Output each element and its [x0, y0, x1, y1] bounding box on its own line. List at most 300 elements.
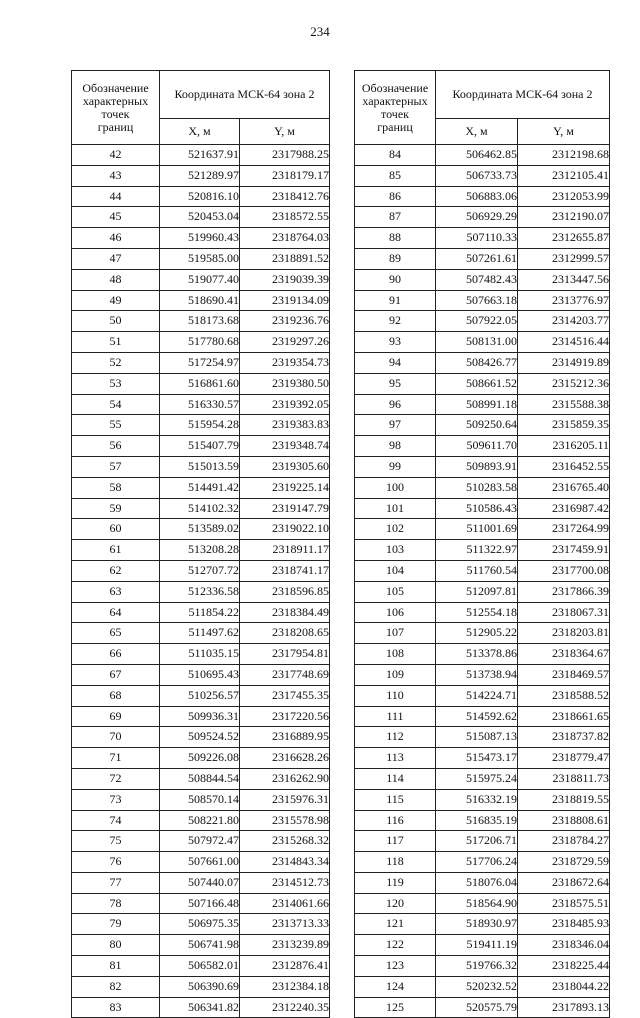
table-row: [355, 290, 610, 311]
y-coordinate: 2312190.07: [518, 207, 610, 228]
point-number: 117: [355, 831, 436, 852]
point-number: 115: [355, 789, 436, 810]
x-coordinate: 506883.06: [436, 186, 518, 207]
y-coordinate: 2319354.73: [240, 352, 330, 373]
point-number: 42: [72, 145, 160, 166]
x-coordinate: 513589.02: [160, 519, 240, 540]
table-row: [72, 602, 330, 623]
table-row: [355, 352, 610, 373]
point-number: 90: [355, 269, 436, 290]
x-coordinate: 506390.69: [160, 976, 240, 997]
point-number: 118: [355, 852, 436, 873]
point-number: 50: [72, 311, 160, 332]
y-coordinate: 2314516.44: [518, 332, 610, 353]
table-row: [72, 248, 330, 269]
table-row: [72, 394, 330, 415]
point-number: 112: [355, 727, 436, 748]
table-row: [355, 872, 610, 893]
coordinates-table-right: [354, 70, 610, 1018]
x-coordinate: 506341.82: [160, 997, 240, 1018]
table-row: [72, 664, 330, 685]
table-row: [355, 893, 610, 914]
y-coordinate: 2318784.27: [518, 831, 610, 852]
coordinate-header: Координата МСК-64 зона 2: [160, 71, 330, 119]
x-coordinate: 516332.19: [436, 789, 518, 810]
point-number: 89: [355, 248, 436, 269]
x-coordinate: 511497.62: [160, 623, 240, 644]
table-row: [355, 748, 610, 769]
point-number: 84: [355, 145, 436, 166]
x-coordinate: 515087.13: [436, 727, 518, 748]
point-header-line: характерных: [82, 93, 149, 108]
table-row: [72, 997, 330, 1018]
point-number: 86: [355, 186, 436, 207]
table-row: [72, 706, 330, 727]
x-coordinate: 518173.68: [160, 311, 240, 332]
x-coordinate: 519766.32: [436, 956, 518, 977]
table-row: [72, 373, 330, 394]
y-coordinate: 2315588.38: [518, 394, 610, 415]
x-coordinate: 507166.48: [160, 893, 240, 914]
x-coordinate: 514224.71: [436, 685, 518, 706]
table-row: [72, 560, 330, 581]
y-coordinate: 2314919.89: [518, 352, 610, 373]
point-number: 43: [72, 165, 160, 186]
point-number: 96: [355, 394, 436, 415]
table-row: [72, 269, 330, 290]
point-number: 71: [72, 748, 160, 769]
table-row: [355, 997, 610, 1018]
y-coordinate: 2318044.22: [518, 976, 610, 997]
y-coordinate: 2318384.49: [240, 602, 330, 623]
x-coordinate: 520816.10: [160, 186, 240, 207]
x-coordinate: 508844.54: [160, 768, 240, 789]
point-number: 54: [72, 394, 160, 415]
y-coordinate: 2312105.41: [518, 165, 610, 186]
table-row: [72, 935, 330, 956]
table-row: [355, 810, 610, 831]
point-number: 44: [72, 186, 160, 207]
y-header: Y, м: [240, 119, 330, 145]
table-row: [72, 581, 330, 602]
x-coordinate: 511035.15: [160, 644, 240, 665]
table-row: [72, 165, 330, 186]
point-number: 109: [355, 664, 436, 685]
x-coordinate: 513378.86: [436, 644, 518, 665]
point-number: 66: [72, 644, 160, 665]
y-coordinate: 2318346.04: [518, 935, 610, 956]
table-row: [355, 498, 610, 519]
x-coordinate: 507661.00: [160, 852, 240, 873]
y-coordinate: 2318811.73: [518, 768, 610, 789]
y-coordinate: 2316628.26: [240, 748, 330, 769]
x-header: X, м: [160, 119, 240, 145]
y-coordinate: 2318779.47: [518, 748, 610, 769]
x-coordinate: 515013.59: [160, 456, 240, 477]
x-coordinate: 510256.57: [160, 685, 240, 706]
point-number: 70: [72, 727, 160, 748]
y-coordinate: 2319297.26: [240, 332, 330, 353]
y-coordinate: 2317988.25: [240, 145, 330, 166]
table-row: [355, 415, 610, 436]
y-coordinate: 2317459.91: [518, 540, 610, 561]
x-coordinate: 511322.97: [436, 540, 518, 561]
x-coordinate: 517780.68: [160, 332, 240, 353]
point-number: 45: [72, 207, 160, 228]
table-row: [355, 789, 610, 810]
y-coordinate: 2319305.60: [240, 456, 330, 477]
point-number: 101: [355, 498, 436, 519]
point-number: 55: [72, 415, 160, 436]
point-number: 47: [72, 248, 160, 269]
table-row: [72, 498, 330, 519]
x-coordinate: 506733.73: [436, 165, 518, 186]
point-number: 53: [72, 373, 160, 394]
point-number: 76: [72, 852, 160, 873]
table-row: [72, 186, 330, 207]
y-coordinate: 2318575.51: [518, 893, 610, 914]
table-row: [355, 644, 610, 665]
table-row: [72, 311, 330, 332]
y-coordinate: 2312384.18: [240, 976, 330, 997]
point-number: 107: [355, 623, 436, 644]
y-coordinate: 2318741.17: [240, 560, 330, 581]
table-row: [355, 602, 610, 623]
x-coordinate: 508661.52: [436, 373, 518, 394]
x-coordinate: 519077.40: [160, 269, 240, 290]
y-header: Y, м: [518, 119, 610, 145]
x-coordinate: 513738.94: [436, 664, 518, 685]
x-coordinate: 511001.69: [436, 519, 518, 540]
x-coordinate: 509524.52: [160, 727, 240, 748]
point-number: 85: [355, 165, 436, 186]
y-coordinate: 2319383.83: [240, 415, 330, 436]
table-row: [72, 352, 330, 373]
point-number: 105: [355, 581, 436, 602]
table-row: [355, 311, 610, 332]
table-row: [355, 664, 610, 685]
y-coordinate: 2317893.13: [518, 997, 610, 1018]
y-coordinate: 2314061.66: [240, 893, 330, 914]
x-coordinate: 508991.18: [436, 394, 518, 415]
x-coordinate: 506462.85: [436, 145, 518, 166]
table-row: [72, 810, 330, 831]
point-number: 81: [72, 956, 160, 977]
point-number: 73: [72, 789, 160, 810]
y-coordinate: 2318819.55: [518, 789, 610, 810]
point-number: 88: [355, 228, 436, 249]
point-number: 60: [72, 519, 160, 540]
y-coordinate: 2312198.68: [518, 145, 610, 166]
x-coordinate: 510283.58: [436, 477, 518, 498]
y-coordinate: 2318225.44: [518, 956, 610, 977]
y-coordinate: 2318764.03: [240, 228, 330, 249]
x-coordinate: 519960.43: [160, 228, 240, 249]
table-row: [355, 560, 610, 581]
x-coordinate: 512097.81: [436, 581, 518, 602]
table-row: [72, 727, 330, 748]
y-coordinate: 2317220.56: [240, 706, 330, 727]
y-coordinate: 2317700.08: [518, 560, 610, 581]
y-coordinate: 2315268.32: [240, 831, 330, 852]
table-row: [355, 145, 610, 166]
point-header-line: границ: [377, 119, 413, 134]
table-row: [72, 644, 330, 665]
point-number: 77: [72, 872, 160, 893]
x-coordinate: 509611.70: [436, 436, 518, 457]
point-number: 125: [355, 997, 436, 1018]
x-coordinate: 520575.79: [436, 997, 518, 1018]
y-coordinate: 2318469.57: [518, 664, 610, 685]
point-number: 51: [72, 332, 160, 353]
x-coordinate: 507261.61: [436, 248, 518, 269]
y-coordinate: 2318208.65: [240, 623, 330, 644]
x-coordinate: 509250.64: [436, 415, 518, 436]
y-coordinate: 2319039.39: [240, 269, 330, 290]
x-coordinate: 507972.47: [160, 831, 240, 852]
y-coordinate: 2319022.10: [240, 519, 330, 540]
x-coordinate: 508221.80: [160, 810, 240, 831]
x-coordinate: 519585.00: [160, 248, 240, 269]
point-number: 120: [355, 893, 436, 914]
x-coordinate: 516330.57: [160, 394, 240, 415]
point-number: 65: [72, 623, 160, 644]
table-row: [72, 436, 330, 457]
x-coordinate: 508426.77: [436, 352, 518, 373]
x-coordinate: 515473.17: [436, 748, 518, 769]
y-coordinate: 2315976.31: [240, 789, 330, 810]
x-coordinate: 515407.79: [160, 436, 240, 457]
table-row: [355, 852, 610, 873]
y-coordinate: 2319380.50: [240, 373, 330, 394]
point-number: 97: [355, 415, 436, 436]
table-row: [72, 748, 330, 769]
y-coordinate: 2312240.35: [240, 997, 330, 1018]
y-coordinate: 2315578.98: [240, 810, 330, 831]
x-coordinate: 520232.52: [436, 976, 518, 997]
point-number: 87: [355, 207, 436, 228]
y-coordinate: 2318891.52: [240, 248, 330, 269]
x-coordinate: 506582.01: [160, 956, 240, 977]
y-coordinate: 2312655.87: [518, 228, 610, 249]
y-coordinate: 2313239.89: [240, 935, 330, 956]
y-coordinate: 2314203.77: [518, 311, 610, 332]
point-number: 68: [72, 685, 160, 706]
x-coordinate: 517206.71: [436, 831, 518, 852]
point-number: 48: [72, 269, 160, 290]
table-row: [355, 186, 610, 207]
table-row: [355, 165, 610, 186]
x-coordinate: 514491.42: [160, 477, 240, 498]
point-number: 100: [355, 477, 436, 498]
point-number: 58: [72, 477, 160, 498]
y-coordinate: 2313776.97: [518, 290, 610, 311]
point-number: 69: [72, 706, 160, 727]
x-coordinate: 506741.98: [160, 935, 240, 956]
table-row: [72, 768, 330, 789]
y-coordinate: 2314512.73: [240, 872, 330, 893]
point-number: 119: [355, 872, 436, 893]
y-coordinate: 2319225.14: [240, 477, 330, 498]
table-row: [72, 623, 330, 644]
point-header-line: границ: [97, 119, 134, 134]
point-number: 102: [355, 519, 436, 540]
point-number: 116: [355, 810, 436, 831]
x-coordinate: 512905.22: [436, 623, 518, 644]
x-coordinate: 518930.97: [436, 914, 518, 935]
x-coordinate: 517254.97: [160, 352, 240, 373]
x-coordinate: 511760.54: [436, 560, 518, 581]
y-coordinate: 2318729.59: [518, 852, 610, 873]
table-row: [355, 935, 610, 956]
table-row: [72, 685, 330, 706]
y-coordinate: 2316205.11: [518, 436, 610, 457]
table-row: [355, 956, 610, 977]
y-coordinate: 2318179.17: [240, 165, 330, 186]
x-coordinate: 516861.60: [160, 373, 240, 394]
y-coordinate: 2318596.85: [240, 581, 330, 602]
table-row: [72, 831, 330, 852]
table-row: [72, 519, 330, 540]
point-number: 114: [355, 768, 436, 789]
y-coordinate: 2319147.79: [240, 498, 330, 519]
y-coordinate: 2318672.64: [518, 872, 610, 893]
point-number: 92: [355, 311, 436, 332]
x-coordinate: 509893.91: [436, 456, 518, 477]
y-coordinate: 2317264.99: [518, 519, 610, 540]
point-header-line: точек: [101, 106, 130, 121]
point-number: 108: [355, 644, 436, 665]
x-coordinate: 518564.90: [436, 893, 518, 914]
y-coordinate: 2316987.42: [518, 498, 610, 519]
x-coordinate: 509936.31: [160, 706, 240, 727]
table-row: [72, 228, 330, 249]
table-row: [355, 540, 610, 561]
table-row: [72, 956, 330, 977]
y-coordinate: 2313447.56: [518, 269, 610, 290]
x-coordinate: 521289.97: [160, 165, 240, 186]
point-number: 80: [72, 935, 160, 956]
x-coordinate: 515954.28: [160, 415, 240, 436]
y-coordinate: 2316765.40: [518, 477, 610, 498]
table-row: [72, 290, 330, 311]
x-header: X, м: [436, 119, 518, 145]
y-coordinate: 2319134.09: [240, 290, 330, 311]
y-coordinate: 2316452.55: [518, 456, 610, 477]
y-coordinate: 2316262.90: [240, 768, 330, 789]
table-row: [72, 914, 330, 935]
coordinates-table-left: [71, 70, 330, 1018]
y-coordinate: 2318572.55: [240, 207, 330, 228]
coordinate-header: Координата МСК-64 зона 2: [436, 71, 610, 119]
point-number: 78: [72, 893, 160, 914]
y-coordinate: 2318364.67: [518, 644, 610, 665]
x-coordinate: 515975.24: [436, 768, 518, 789]
point-number: 57: [72, 456, 160, 477]
table-row: [72, 145, 330, 166]
point-header-line: Обозначение: [82, 80, 149, 95]
point-number: 75: [72, 831, 160, 852]
x-coordinate: 516835.19: [436, 810, 518, 831]
table-row: [355, 519, 610, 540]
point-number: 113: [355, 748, 436, 769]
y-coordinate: 2317455.35: [240, 685, 330, 706]
point-number: 64: [72, 602, 160, 623]
table-row: [355, 581, 610, 602]
x-coordinate: 506929.29: [436, 207, 518, 228]
y-coordinate: 2318588.52: [518, 685, 610, 706]
y-coordinate: 2318661.65: [518, 706, 610, 727]
x-coordinate: 512707.72: [160, 560, 240, 581]
table-row: [72, 852, 330, 873]
y-coordinate: 2315212.36: [518, 373, 610, 394]
x-coordinate: 510586.43: [436, 498, 518, 519]
point-header: [72, 71, 160, 145]
y-coordinate: 2316889.95: [240, 727, 330, 748]
x-coordinate: 507922.05: [436, 311, 518, 332]
table-row: [72, 415, 330, 436]
x-coordinate: 518690.41: [160, 290, 240, 311]
table-row: [72, 332, 330, 353]
point-number: 74: [72, 810, 160, 831]
x-coordinate: 507110.33: [436, 228, 518, 249]
table-row: [355, 394, 610, 415]
point-number: 106: [355, 602, 436, 623]
x-coordinate: 518076.04: [436, 872, 518, 893]
x-coordinate: 507482.43: [436, 269, 518, 290]
x-coordinate: 520453.04: [160, 207, 240, 228]
table-row: [355, 685, 610, 706]
table-row: [355, 269, 610, 290]
table-row: [355, 768, 610, 789]
table-row: [355, 727, 610, 748]
table-row: [72, 477, 330, 498]
point-number: 93: [355, 332, 436, 353]
y-coordinate: 2319348.74: [240, 436, 330, 457]
x-coordinate: 519411.19: [436, 935, 518, 956]
x-coordinate: 521637.91: [160, 145, 240, 166]
point-header-line: характерных: [362, 93, 428, 108]
point-number: 111: [355, 706, 436, 727]
page-number: 234: [310, 24, 330, 39]
y-coordinate: 2318485.93: [518, 914, 610, 935]
point-number: 123: [355, 956, 436, 977]
y-coordinate: 2317866.39: [518, 581, 610, 602]
table-row: [355, 456, 610, 477]
y-coordinate: 2314843.34: [240, 852, 330, 873]
point-number: 110: [355, 685, 436, 706]
x-coordinate: 508570.14: [160, 789, 240, 810]
point-number: 62: [72, 560, 160, 581]
table-row: [355, 623, 610, 644]
point-header-line: Обозначение: [361, 80, 429, 95]
y-coordinate: 2315859.35: [518, 415, 610, 436]
table-row: [355, 248, 610, 269]
y-coordinate: 2318808.61: [518, 810, 610, 831]
x-coordinate: 512554.18: [436, 602, 518, 623]
x-coordinate: 508131.00: [436, 332, 518, 353]
y-coordinate: 2319392.05: [240, 394, 330, 415]
point-number: 91: [355, 290, 436, 311]
table-row: [72, 893, 330, 914]
x-coordinate: 513208.28: [160, 540, 240, 561]
table-row: [355, 373, 610, 394]
point-number: 46: [72, 228, 160, 249]
x-coordinate: 510695.43: [160, 664, 240, 685]
point-number: 98: [355, 436, 436, 457]
x-coordinate: 514102.32: [160, 498, 240, 519]
table-row: [72, 872, 330, 893]
